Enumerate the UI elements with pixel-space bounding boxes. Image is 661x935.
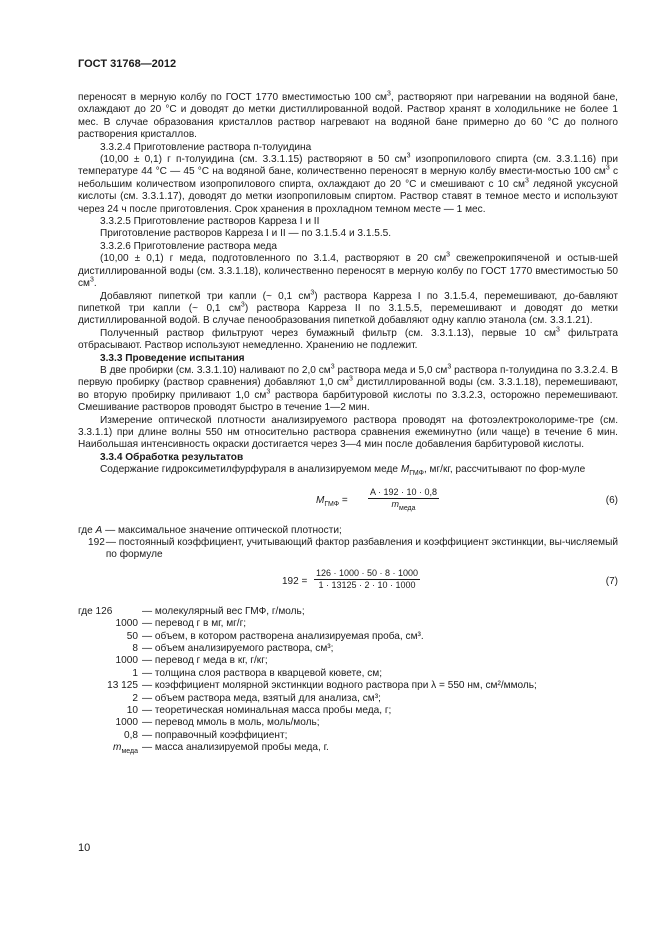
where-192: 192 — постоянный коэффициент, учитывающий фактор разбавления и коэффициент экстинкции, вы-числяемый по формуле (88, 537, 618, 561)
legend-row: 2 — объем раствора меда, взятый для анализа, см³; (132, 692, 381, 704)
paragraph-p7: В две пробирки (см. 3.3.1.10) наливают по 2,0 $см^3$ раствора меда и 5,0 $см^3$ раствора п-толуидина по 3.3.2.4. В первую пробирку (раствор сравнения) добавляют 1,0 $см^3$ дистиллированной воды (см. 3.3.1.18), перемешивают, во вторую пробирку приливают 1,0 $см^3$ раствора барбитуровой кислоты по 3.3.2.3, осторожно перемешивают. Смешивание растворов проводят быстро в течение 1—2 мин. (78, 363, 619, 414)
paragraph-p3: Приготовление растворов Карреза I и II — по 3.1.5.4 и 3.1.5.5. (100, 228, 392, 240)
formula-7-fraction: $\frac{126 \cdot 1000 \cdot 50 \cdot 8 \cdot 1000}{1 \cdot 13125 \cdot 2 \cdot 10 \cdot 1000}$ (316, 567, 419, 590)
section-3-3-4-title: 3.3.4 Обработка результатов (100, 451, 244, 463)
legend-row: 1000 — перевод г меда в кг, г/кг; (115, 655, 268, 667)
legend-row: 1000 — перевод г в мг, мг/г; (115, 618, 247, 630)
formula-6 (78, 485, 618, 519)
formula-7-number: (7) (605, 575, 618, 587)
formula-7 (78, 566, 618, 600)
legend-row: 0,8 — поправочный коэффициент; (123, 729, 288, 741)
document-page (78, 58, 618, 759)
section-3-3-2-5-title: 3.3.2.5 Приготовление растворов Карреза I и II (100, 216, 320, 228)
section-3-3-3-title: 3.3.3 Проведение испытания (100, 352, 245, 364)
formula-6-number: (6) (605, 494, 618, 506)
legend-row: $m_{меда}$ — масса анализируемой пробы меда, г. (113, 742, 329, 756)
legend-row: 1000 — перевод ммоль в моль, моль/моль; (115, 717, 320, 729)
legend-row: 50 — объем, в котором растворена анализируемая проба, см³. (126, 630, 424, 642)
formula-6-fraction: A · 192 · 10 · 0,8 $m_{меда}$ (370, 486, 438, 512)
section-3-3-2-6-title: 3.3.2.6 Приготовление раствора меда (100, 240, 278, 252)
paragraph-p9: Содержание гидроксиметилфурфураля в анализируемом меде $M_{ГМФ}$, мг/кг, рассчитывают по фор-муле (100, 464, 586, 478)
paragraph-p5: Добавляют пипеткой три капли (~ 0,1 $см^3$) раствора Карреза I по 3.1.5.4, перемешивают, до-бавляют пипеткой три капли (~ 0,1 $см^3$) раствора Карреза II по 3.1.5.5, перемешивают и доводят до метки дистиллированной водой. В случае пенообразования пипеткой добавляют одну каплю этанола (см. 3.3.1.21). (78, 289, 619, 327)
page-number: 10 (78, 842, 91, 854)
legend-row: 10 — теоретическая номинальная масса пробы меда, г; (126, 705, 392, 717)
paragraph-p8: Измерение оптической плотности анализируемого раствора проводят на фотоэлектроколориме-тре (см. 3.3.1.1) при длине волны 550 нм относительно раствора сравнения ежеминутно (или чаще) в течение 6 мин. Наибольшая интенсивность окраски достигается через 3—4 мин после добавления барбитуровой кислоты. (78, 414, 618, 451)
formula-6-lhs: $M_{ГМФ}$ = (316, 494, 348, 508)
formula-7-lhs: 192 = (282, 575, 308, 587)
legend-row: 8 — объем анализируемого раствора, см³; (132, 643, 334, 655)
legend-row: 1 — толщина слоя раствора в кварцевой кювете, см; (132, 667, 383, 679)
legend-row: где 126 — молекулярный вес ГМФ, г/моль; (78, 605, 305, 617)
paragraph-p6: Полученный раствор фильтруют через бумажный фильтр (см. 3.3.1.13), первые 10 $см^3$ фильтрата отбрасывают. Раствор используют немедленно. Хранению не подлежит. (78, 326, 619, 352)
where-a: где A — максимальное значение оптической плотности; (78, 524, 342, 536)
paragraph-p2: (10,00 ± 0,1) г п-толуидина (см. 3.3.1.15) растворяют в 50 $см^3$ изопропилового спирта (см. 3.3.1.16) при температуре 44 °С — 45 °С на водяной бане, количественно переносят в мерную колбу вмести-мостью 100 $см^3$ с небольшим количеством изопропилового спирта, охлаждают до 20 °С и смешивают с 10 $см^3$ ледяной уксусной кислоты (см. 3.3.1.17), доводят до метки изопропиловым спиртом. Раствор ставят в темное место и используют через 24 ч после приготовления. Срок хранения в прохладном темном месте — 1 мес. (78, 152, 618, 215)
paragraph-p1: переносят в мерную колбу по ГОСТ 1770 вместимостью 100 $см^3$, растворяют при нагревании на водяной бане, охлаждают до 20 °С и доводят до метки дистиллированной водой. Раствор хранят в холодильнике не более 1 мес. В случае образования кристаллов раствор нагревают на водяной бане примерно до 60 °С до полного растворения кристаллов. (78, 90, 618, 141)
section-3-3-2-4-title: 3.3.2.4 Приготовление раствора п-толуидина (100, 141, 312, 153)
legend-row: 13 125 — коэффициент молярной экстинкции водного раствора при λ = 550 нм, см²/ммоль; (107, 680, 537, 692)
paragraph-p4: (10,00 ± 0,1) г меда, подготовленного по 3.1.4, растворяют в 20 $см^3$ свежепрокипяченой и остыв-шей дистиллированной воды (см. 3.3.1.18), количественно переносят в мерную колбу по ГОСТ 1770 вместимостью 50 $см^3$. (78, 251, 619, 290)
legend-list (78, 606, 618, 759)
document-header: ГОСТ 31768—2012 (78, 58, 177, 70)
